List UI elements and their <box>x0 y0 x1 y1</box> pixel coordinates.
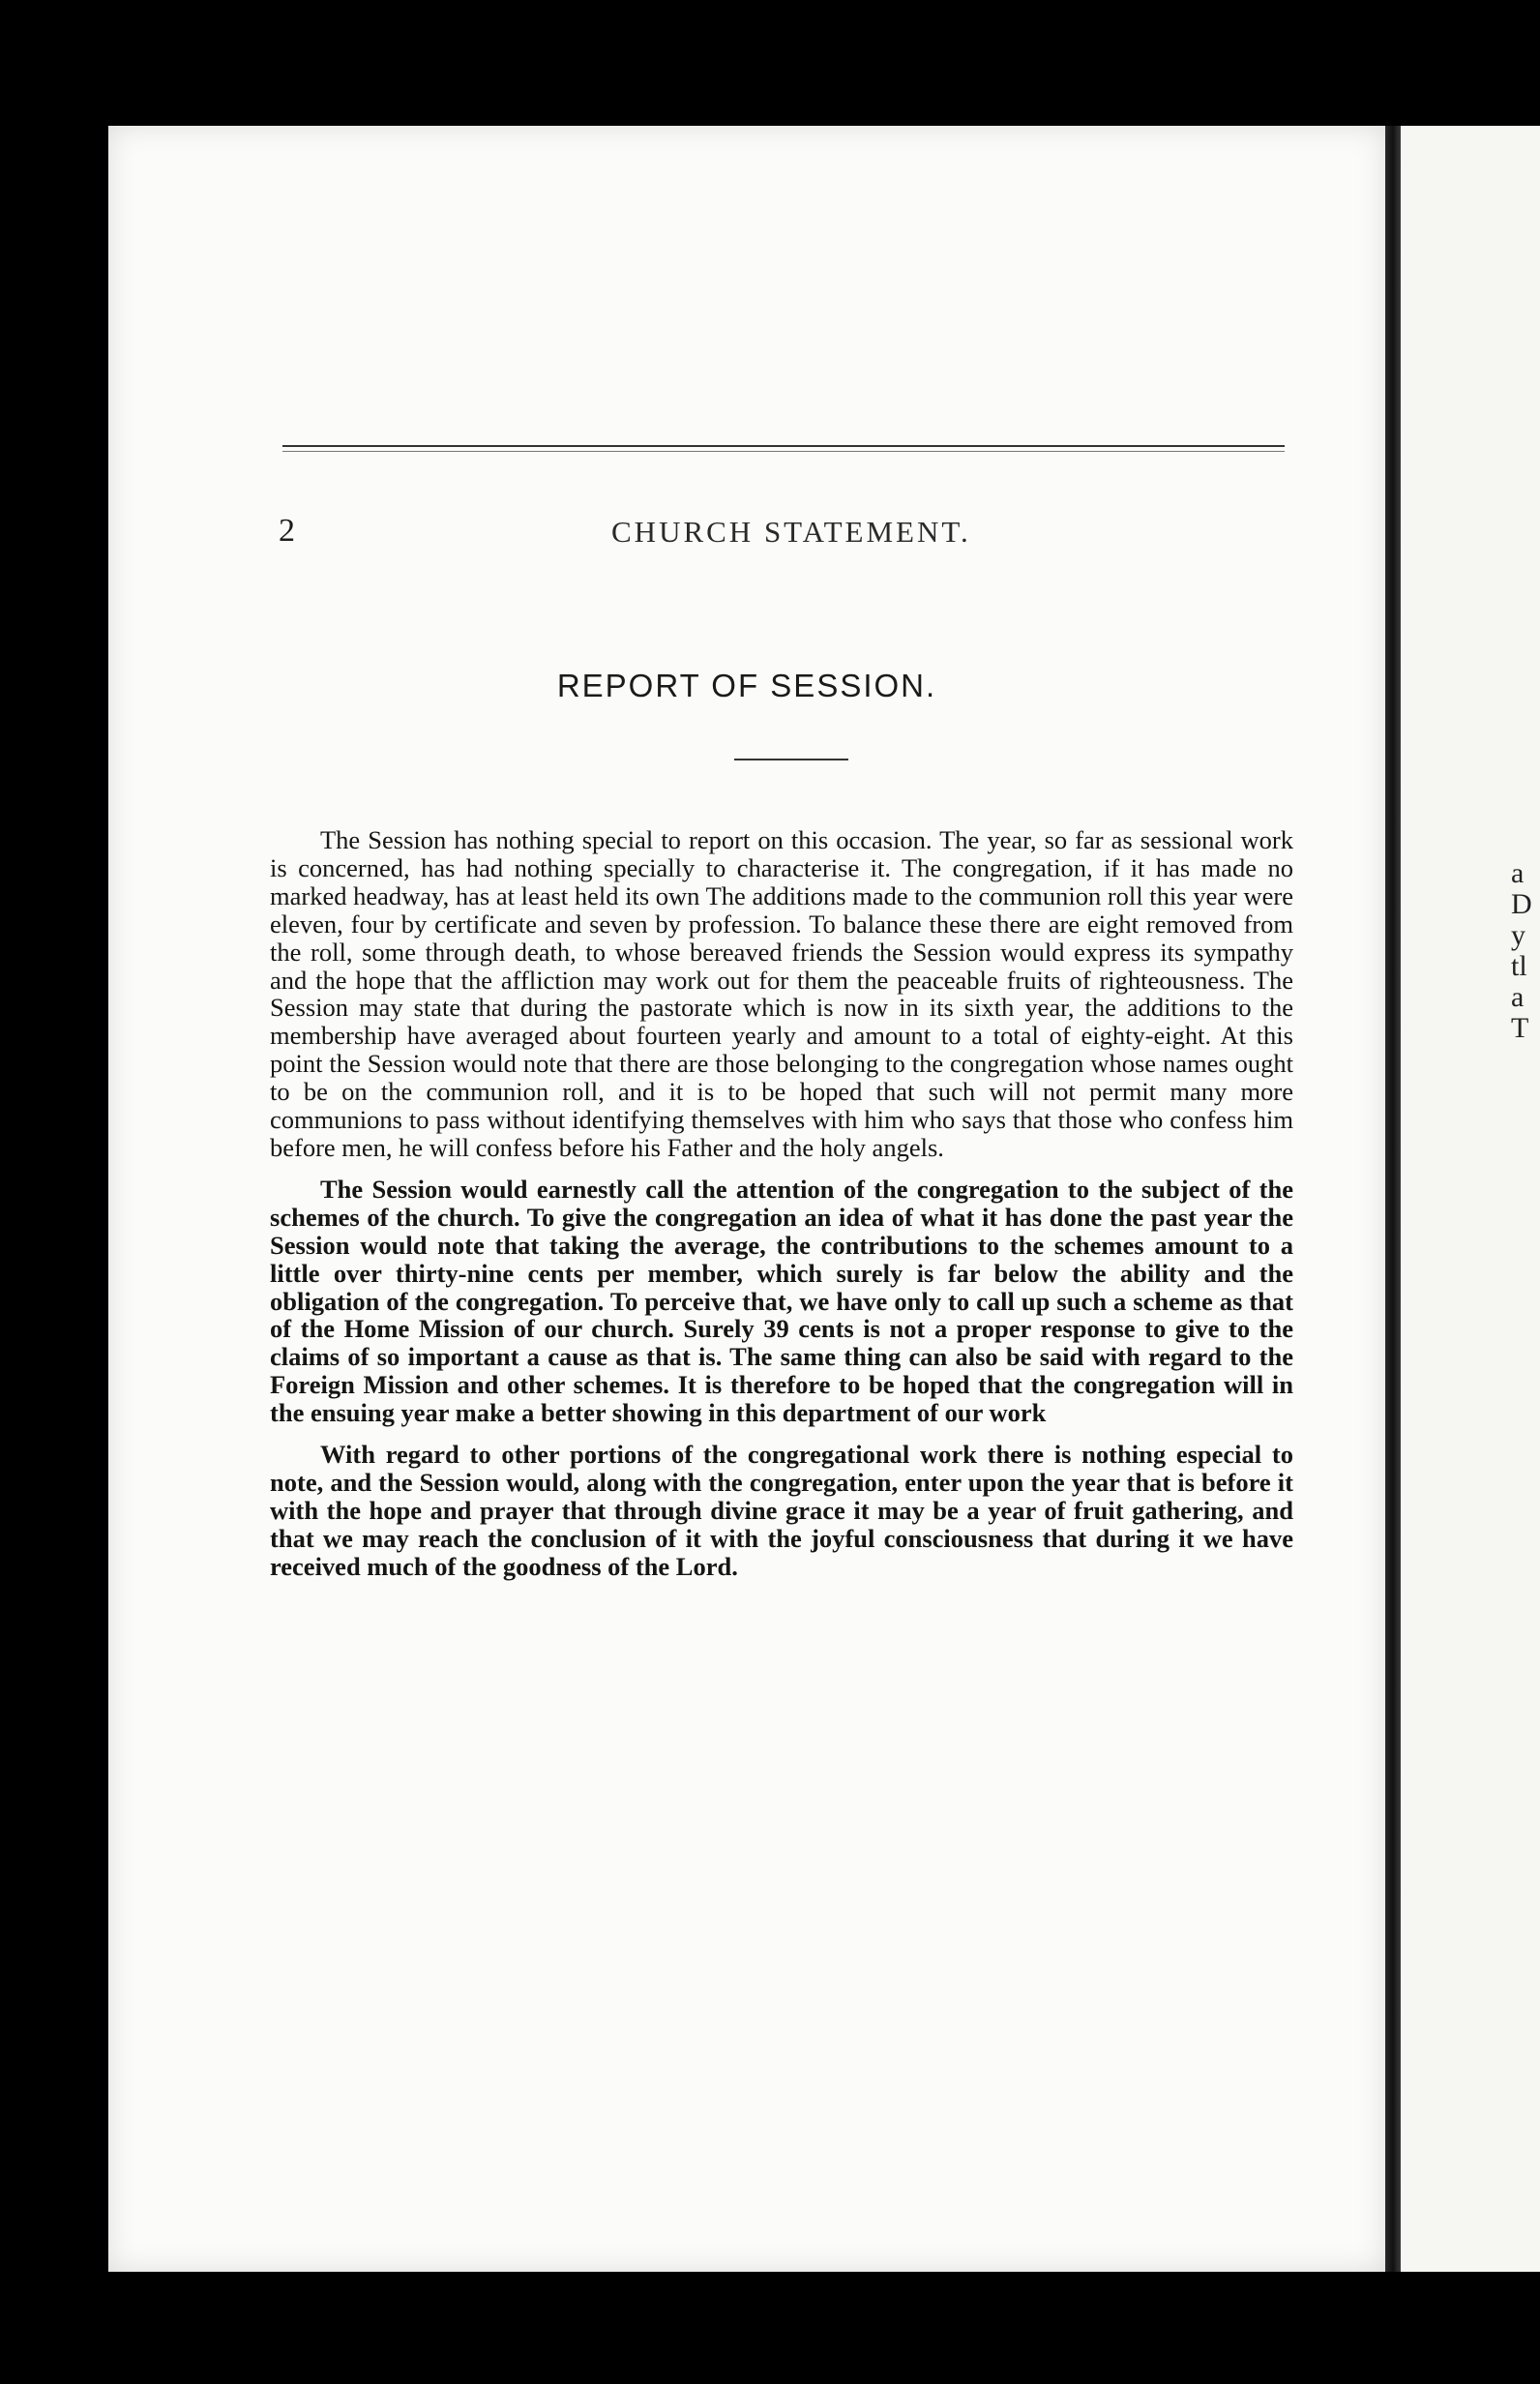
scanned-page <box>108 126 1385 2272</box>
report-body <box>270 826 1293 1581</box>
page-header <box>108 513 1385 551</box>
adjacent-page-fragment: a <box>1511 857 1525 889</box>
paragraph: The Session has nothing special to report on this occasion. The year, so far as sessional work is concerned, has had nothing specially to characterise it. The congregation, if it has made no marked headway, has at least held its own The additions made to the communion roll this year were eleven, four by certificate and seven by profession. To balance these there are eight removed from the roll, some through death, to whose bereaved friends the Session would express its sympathy and the hope that the affliction may work out for them the peaceable fruits of righteousness. The Session may state that during the pastorate which is now in its sixth year, the additions to the membership have averaged about fourteen yearly and amount to a total of eighty-eight. At this point the Session would note that there are those belonging to the congregation whose names ought to be on the communion roll, and it is to be hoped that such will not permit many more communions to pass without identifying themselves with him who says that those who confess him before men, he will confess before his Father and the holy angels. <box>270 825 1293 1162</box>
adjacent-page-fragment: D <box>1511 888 1532 920</box>
heading-rule <box>734 759 848 760</box>
page-gutter <box>1385 126 1401 2272</box>
header-rule <box>282 445 1285 447</box>
report-heading: REPORT OF SESSION. <box>556 668 937 703</box>
paragraph: The Session would earnestly call the attention of the congregation to the subject of the schemes of the church. To give the congregation an idea of what it has done the past year the Session would note that taking the average, the contributions to the schemes amount to a little over thirty-nine cents per member, which surely is far below the ability and the obligation of the congregation. To perceive that, we have only to call up such a scheme as that of the Home Mission of our church. Surely 39 cents is not a proper response to give to the claims of so important a cause as that is. The same thing can also be said with regard to the Foreign Mission and other schemes. It is therefore to be hoped that the congregation will in the ensuing year make a better showing in this department of our work <box>270 1174 1293 1428</box>
page-number: 2 <box>279 513 295 549</box>
header-rule-thin <box>282 451 1285 452</box>
running-title: CHURCH STATEMENT. <box>611 515 971 549</box>
adjacent-page-fragment: a <box>1511 981 1525 1013</box>
paragraph: With regard to other portions of the congregational work there is nothing especial to note, and the Session would, along with the congregation, enter upon the year that is before it with the hope and prayer that through divine grace it may be a year of fruit gathering, and that we may reach the conclusion of it with the joyful consciousness that during it we have received much of the goodness of the Lord. <box>270 1440 1293 1581</box>
adjacent-page-edge <box>1401 126 1540 2272</box>
adjacent-page-fragment: T <box>1511 1012 1529 1044</box>
adjacent-page-fragment: tl <box>1511 950 1527 982</box>
adjacent-page-fragment: y <box>1511 919 1525 951</box>
